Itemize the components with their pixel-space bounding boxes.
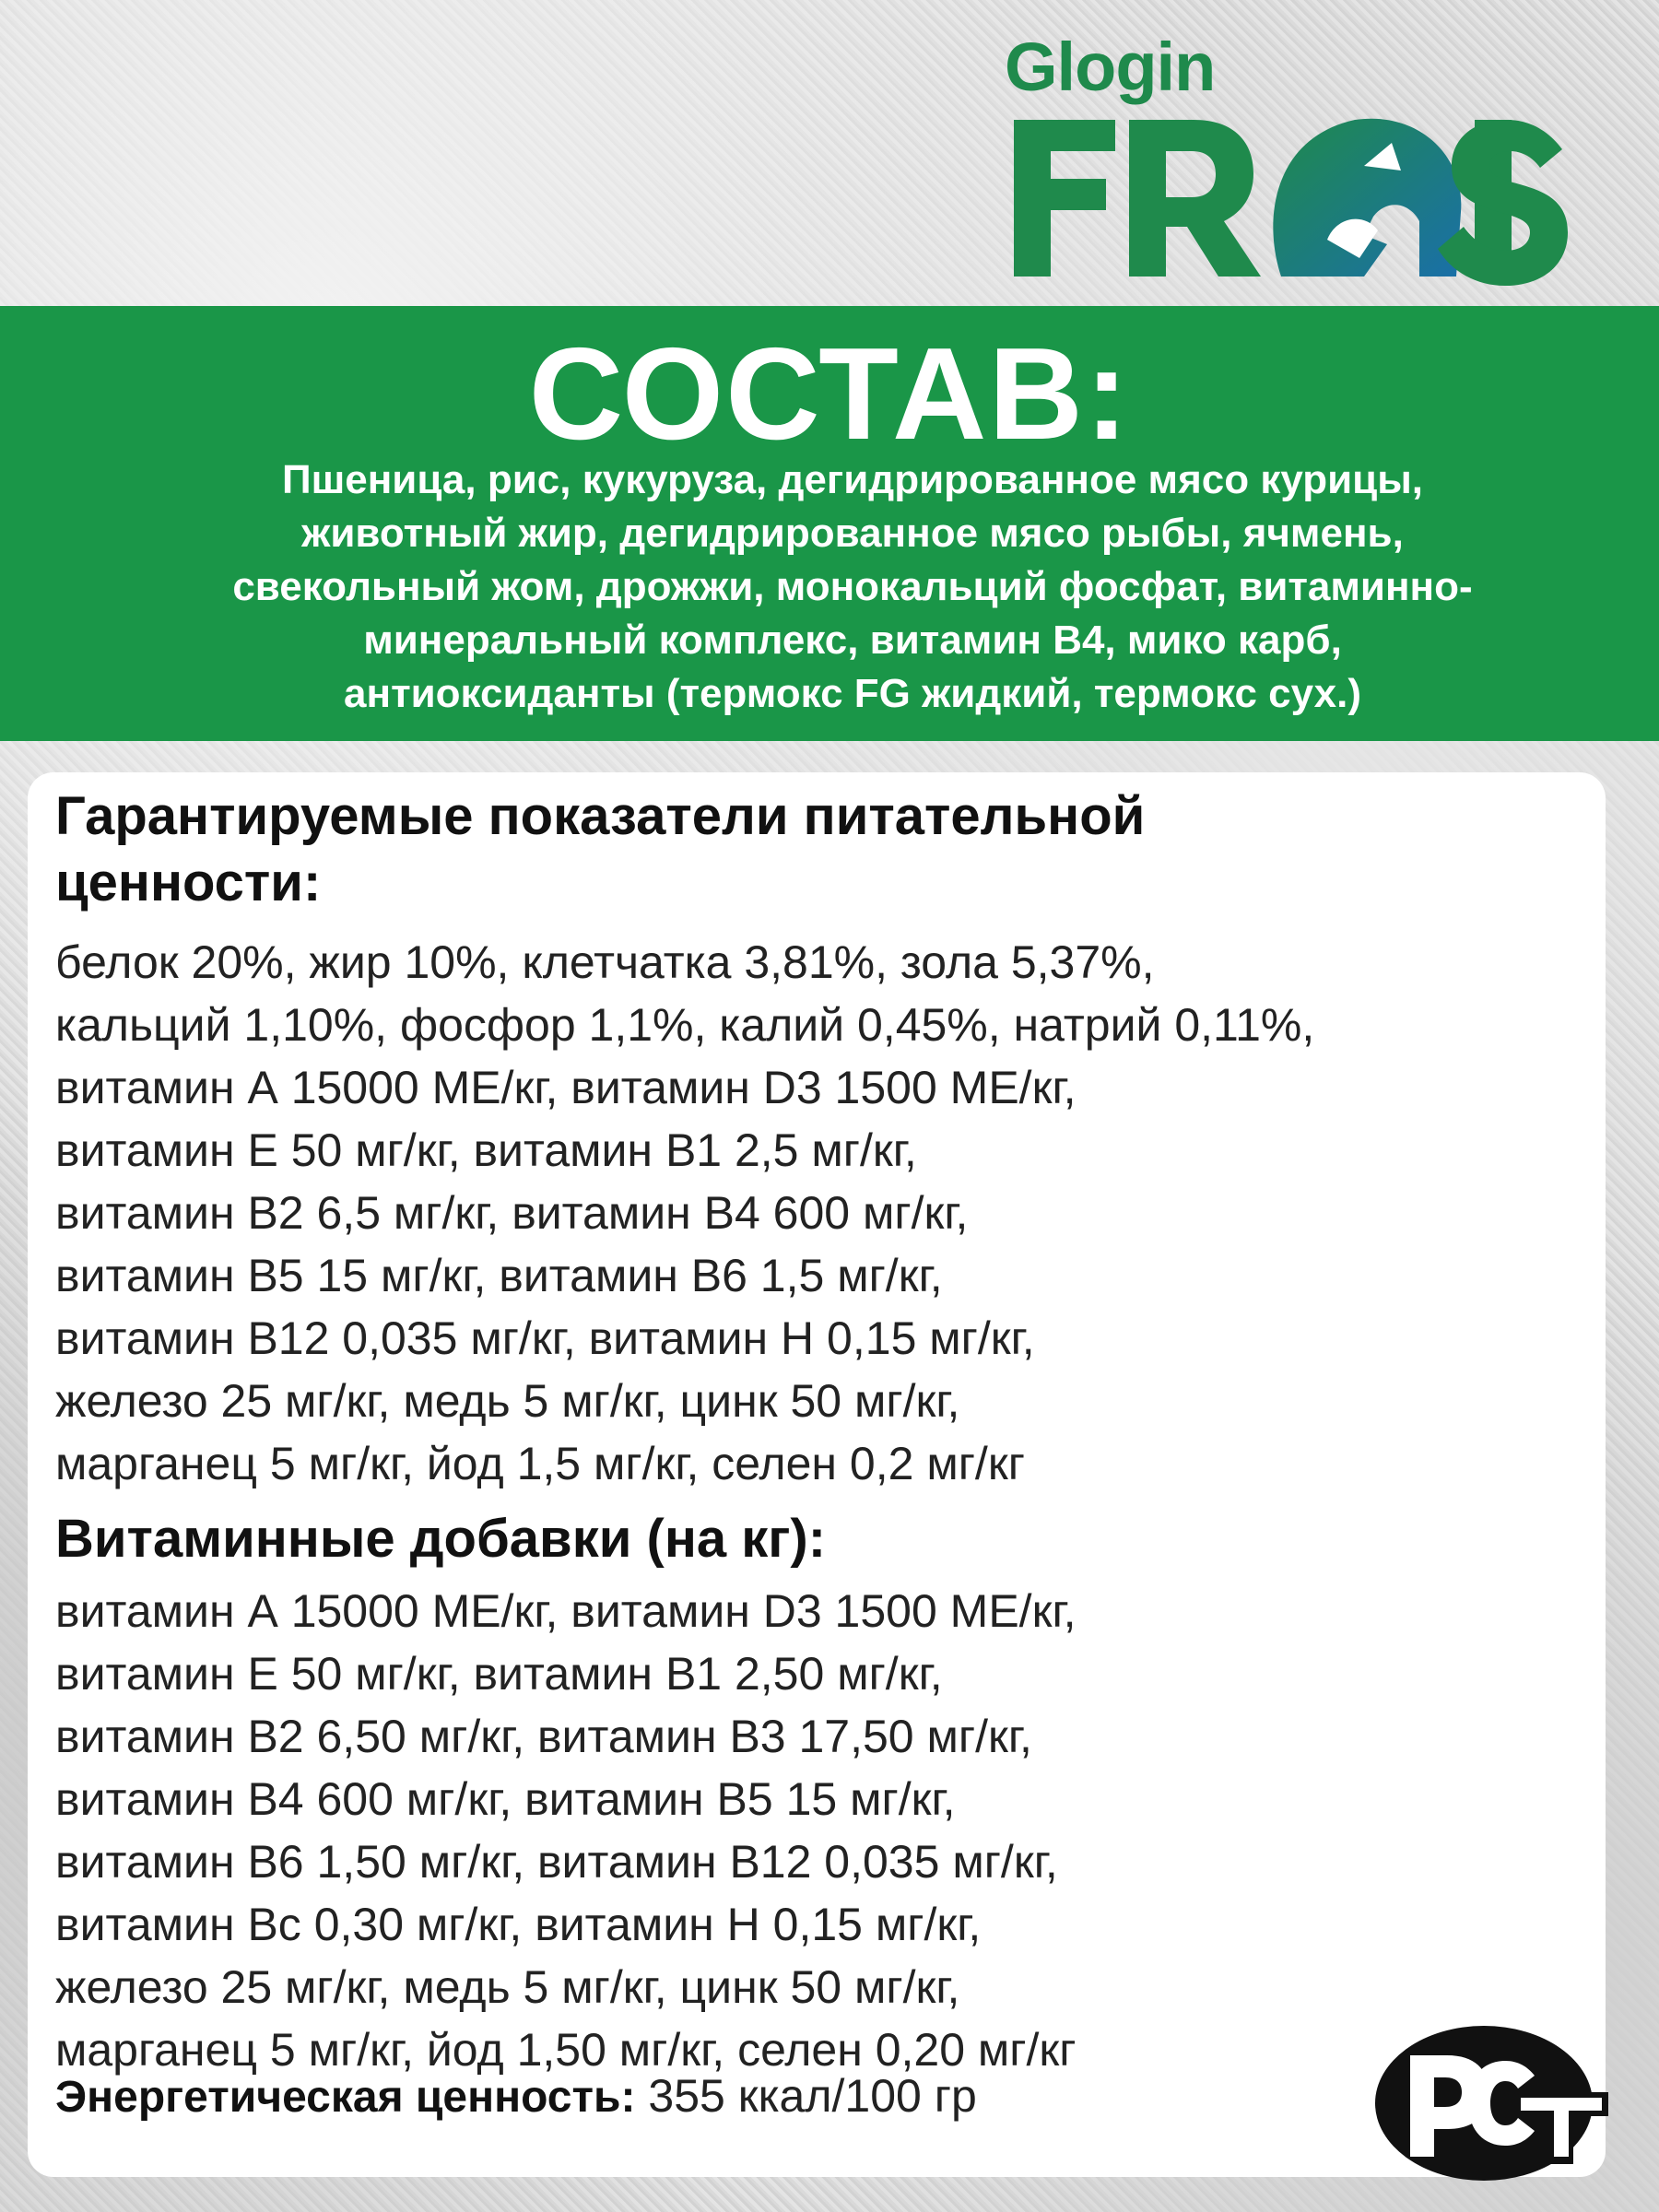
energy-value-row xyxy=(55,2065,977,2129)
vitamins-heading: Витаминные добавки (на кг): xyxy=(55,1509,827,1569)
guaranteed-line: марганец 5 мг/кг, йод 1,5 мг/кг, селен 0,2 мг/кг xyxy=(55,1438,1025,1489)
guaranteed-line: витамин В2 6,5 мг/кг, витамин В4 600 мг/кг, xyxy=(55,1187,969,1239)
guaranteed-heading-line: ценности: xyxy=(55,853,322,912)
frois-wordmark-icon xyxy=(1005,101,1604,295)
guaranteed-line: кальций 1,10%, фосфор 1,1%, калий 0,45%, натрий 0,11%, xyxy=(55,999,1315,1051)
logo-frois-wordmark xyxy=(1005,101,1604,295)
composition-line: животный жир, дегидрированное мясо рыбы, ячмень, xyxy=(301,511,1404,556)
energy-label: Энергетическая ценность: xyxy=(55,2073,636,2122)
composition-line: свекольный жом, дрожжи, монокальций фосфат, витаминно- xyxy=(232,564,1473,609)
guaranteed-line: витамин А 15000 МЕ/кг, витамин D3 1500 МЕ/кг, xyxy=(55,1062,1077,1113)
vitamins-line: витамин Вс 0,30 мг/кг, витамин Н 0,15 мг/кг, xyxy=(55,1899,982,1950)
guaranteed-values xyxy=(55,931,1314,1495)
logo-glogin-text: Glogin xyxy=(1005,29,1216,105)
composition-line: антиоксиданты (термокс FG жидкий, термокс сух.) xyxy=(344,671,1361,716)
vitamins-line: витамин В6 1,50 мг/кг, витамин В12 0,035 мг/кг, xyxy=(55,1836,1058,1888)
brand-logo xyxy=(1005,28,1604,304)
guaranteed-line: витамин Е 50 мг/кг, витамин В1 2,5 мг/кг, xyxy=(55,1124,917,1176)
vitamins-line: железо 25 мг/кг, медь 5 мг/кг, цинк 50 мг/кг, xyxy=(55,1961,960,2013)
vitamins-line: витамин А 15000 МЕ/кг, витамин D3 1500 МЕ/кг, xyxy=(55,1585,1077,1637)
vitamins-line: витамин Е 50 мг/кг, витамин В1 2,50 мг/кг, xyxy=(55,1648,943,1700)
composition-band xyxy=(0,306,1659,741)
guaranteed-line: витамин В12 0,035 мг/кг, витамин Н 0,15 мг/кг, xyxy=(55,1312,1035,1364)
vitamins-values xyxy=(55,1580,1077,2081)
composition-line: Пшеница, рис, кукуруза, дегидрированное мясо курицы, xyxy=(281,457,1424,502)
pct-certification-icon xyxy=(1373,2018,1613,2184)
guaranteed-line: железо 25 мг/кг, медь 5 мг/кг, цинк 50 мг/кг, xyxy=(55,1375,960,1427)
vitamins-line: марганец 5 мг/кг, йод 1,50 мг/кг, селен 0,20 мг/кг xyxy=(55,2024,1077,2076)
guaranteed-line: витамин В5 15 мг/кг, витамин В6 1,5 мг/кг, xyxy=(55,1250,943,1301)
vitamins-line: витамин В4 600 мг/кг, витамин В5 15 мг/кг, xyxy=(55,1773,956,1825)
guaranteed-heading xyxy=(55,783,1145,916)
guaranteed-heading-line: Гарантируемые показатели питательной xyxy=(55,786,1146,846)
composition-title: СОСТАВ: xyxy=(528,321,1131,467)
energy-value: 355 ккал/100 гр xyxy=(648,2070,977,2122)
guaranteed-line: белок 20%, жир 10%, клетчатка 3,81%, зола 5,37%, xyxy=(55,936,1155,988)
composition-line: минеральный комплекс, витамин В4, мико карб, xyxy=(363,618,1342,663)
vitamins-line: витамин В2 6,50 мг/кг, витамин В3 17,50 мг/кг, xyxy=(55,1711,1032,1762)
composition-text xyxy=(138,453,1567,721)
